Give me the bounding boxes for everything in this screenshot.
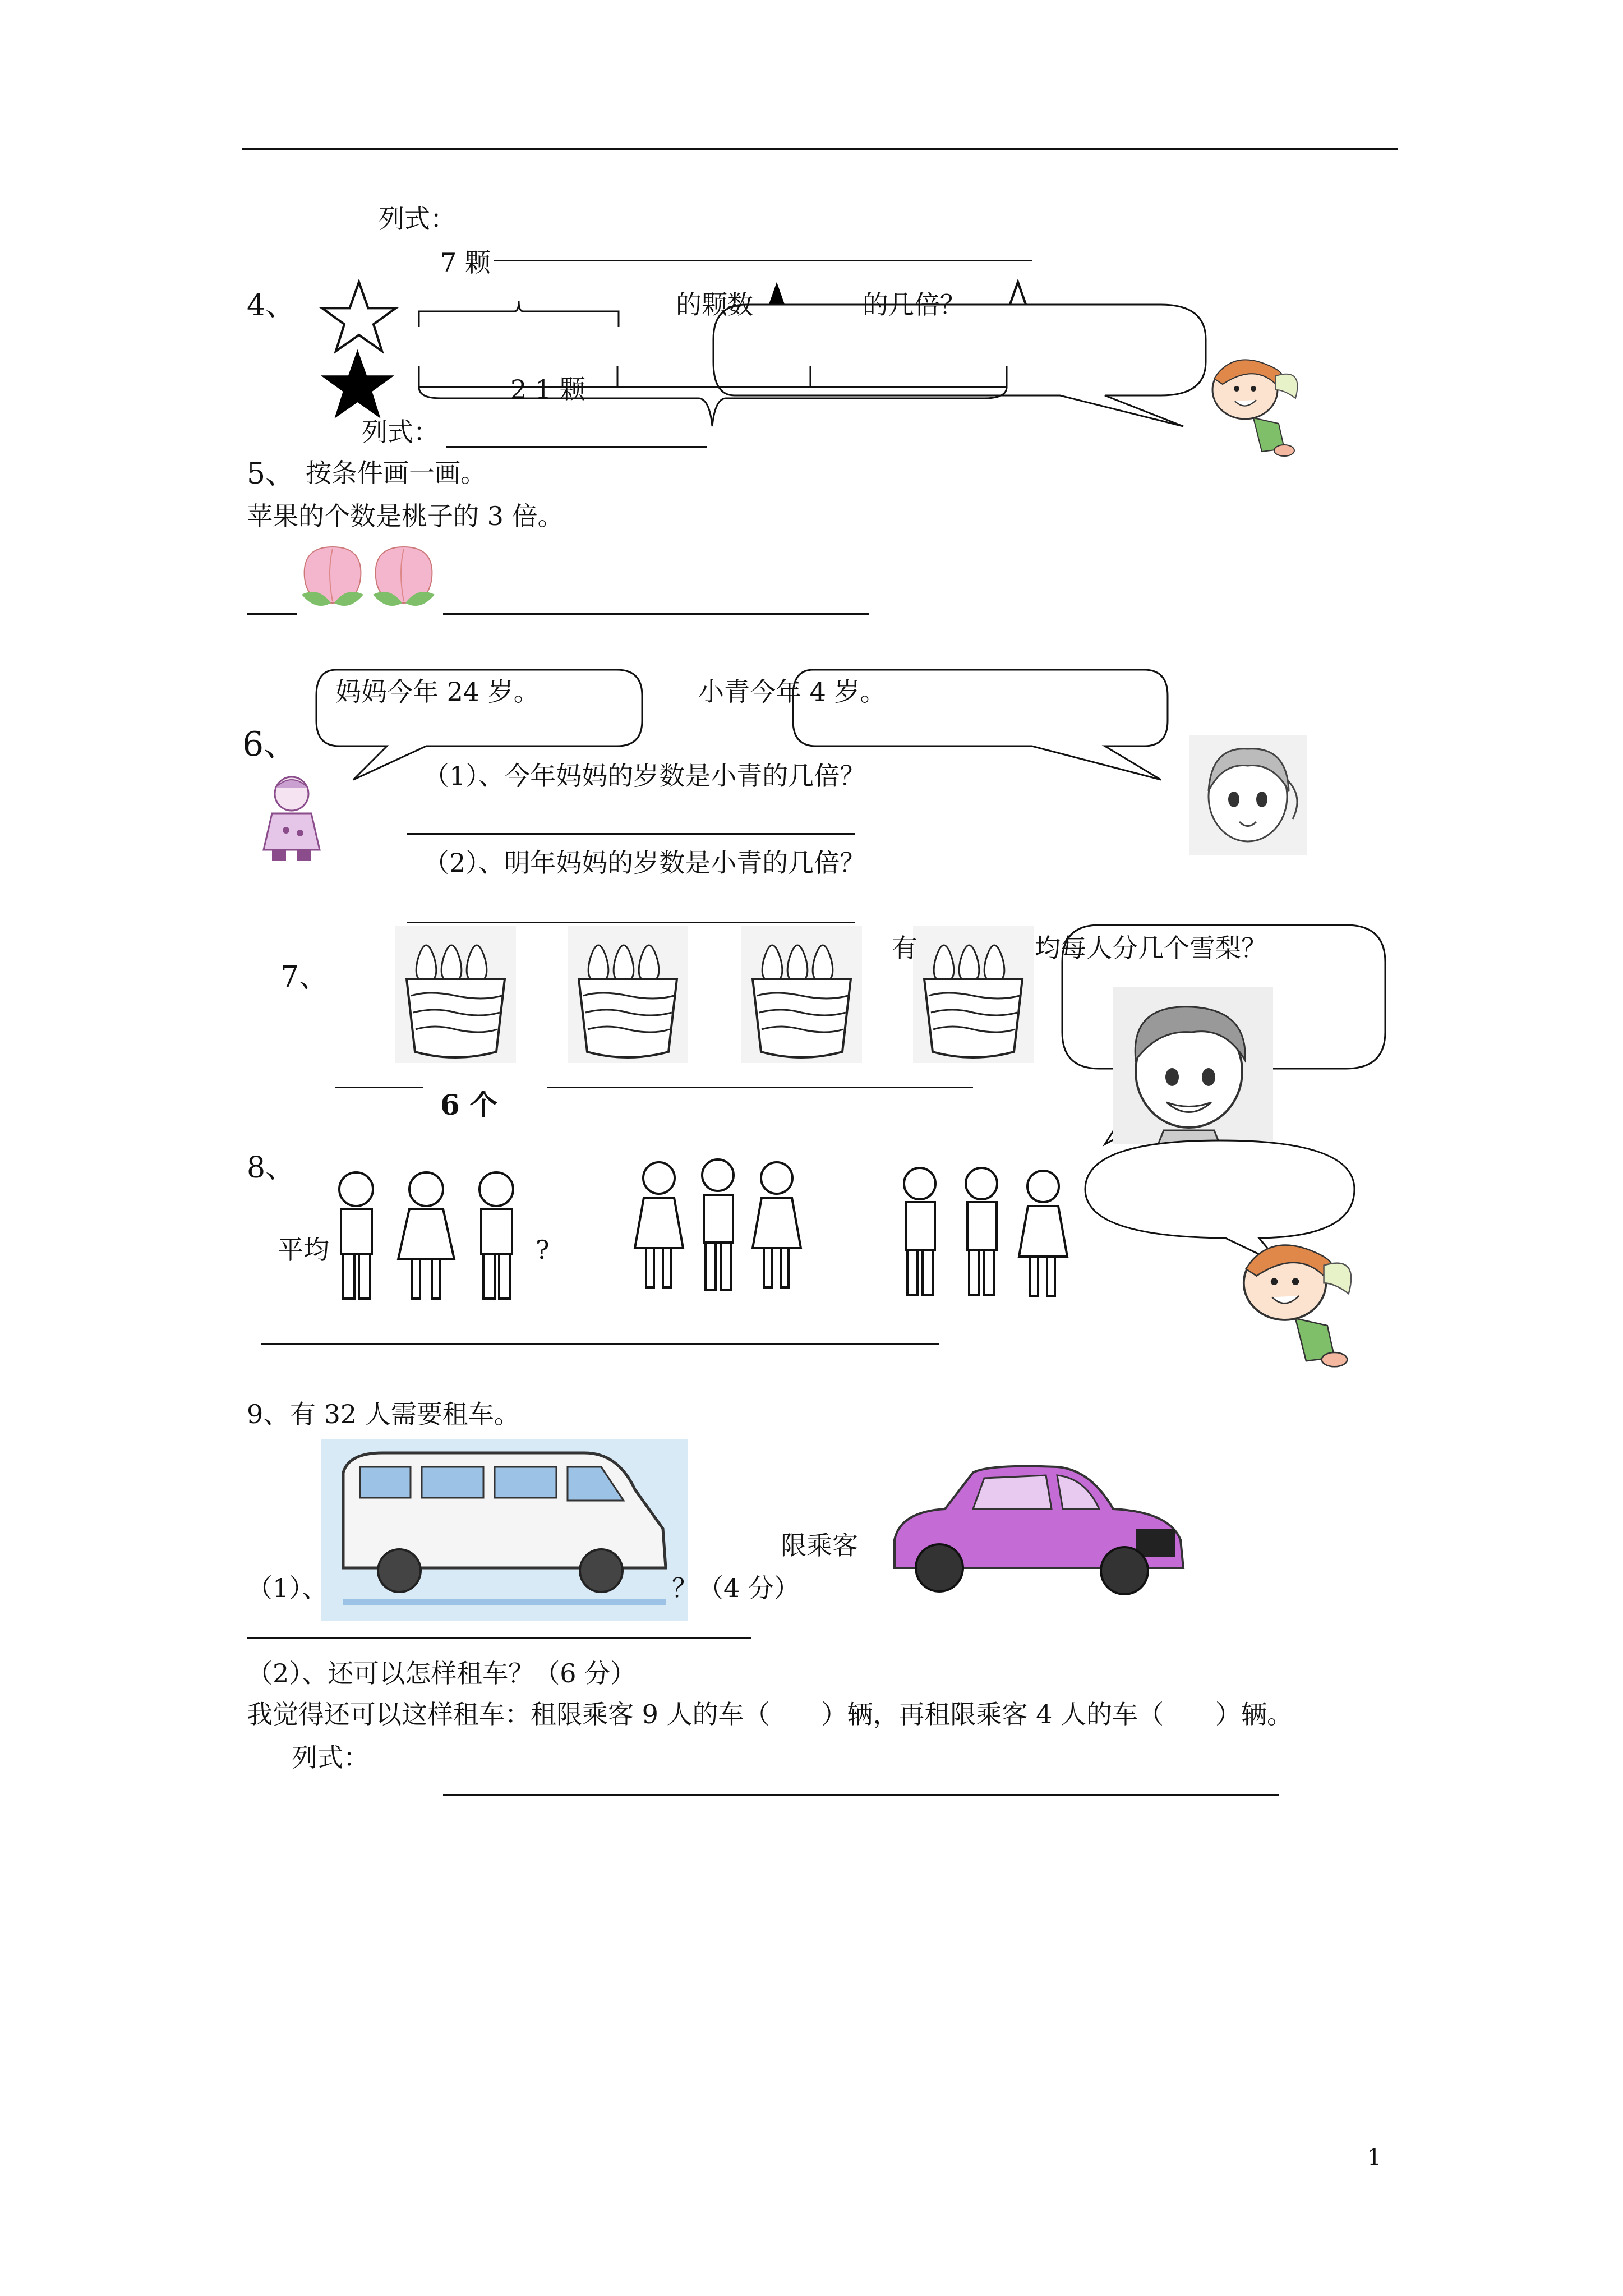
q9-formula-label: 列式： [292,1742,369,1773]
q7-number: 7、 [280,960,329,994]
q8-fragment-left: 平均 [278,1235,329,1265]
q7-speech-a: 有 [892,933,917,963]
q9-answer-line-2 [443,1794,1279,1796]
q6-sub2: （2）、明年妈妈的岁数是小青的几倍？ [423,848,866,878]
q4-formula-label: 列式： [362,417,439,447]
q7-count: 6 个 [440,1088,498,1121]
q9-number: 9、 [247,1399,289,1429]
children-group-icon [889,1153,1077,1299]
peach-icon [296,539,369,617]
header-rule [242,148,1398,150]
q8-number: 8、 [247,1151,295,1185]
q4-bubble-text-b: 的几倍？ [863,289,966,320]
car-icon [878,1456,1197,1602]
fairy-girl-icon [1228,1223,1363,1372]
pear-basket-icon [395,926,516,1063]
q5-instruction: 按条件画一画。 [306,458,486,488]
girl-face-icon [1189,735,1307,855]
q6-answer-line-1 [407,833,855,835]
q8-fragment-right: ? [536,1235,550,1265]
q6-mom-speech: 妈妈今年 24 岁。 [335,677,540,707]
q6-girl-speech: 小青今年 4 岁。 [698,677,886,707]
q7-left-line [335,1087,423,1088]
q7-speech-b: 均每人分几个雪梨？ [1035,933,1267,963]
q5-left-line [247,613,297,615]
fairy-girl-icon [1200,345,1307,457]
q3-formula-label: 列式： [379,204,456,234]
q5-right-line [443,613,869,615]
q6-sub1: （1）、今年妈妈的岁数是小青的几倍？ [423,761,866,791]
q4-answer-line [446,446,707,448]
q4-bubble-text-a: 的颗数 [676,289,753,320]
q9-limit-label: 限乘客 [781,1530,858,1561]
q9-intro: 有 32 人需要租车。 [290,1399,520,1429]
q6-number: 6、 [242,725,298,764]
q6-answer-line-2 [407,922,855,923]
star-outline-icon [320,280,398,353]
q8-answer-line [261,1343,939,1345]
q4-count-bottom: 2 1 颗 [510,374,585,404]
q4-bracket-bottom [418,365,1018,443]
q9-sub1-suffix: ？（4 分） [672,1573,800,1603]
q4-count-top: 7 颗 [440,247,491,278]
q4-brace-top [418,300,620,328]
boy-face-icon [1113,987,1273,1144]
q7-right-line [547,1087,973,1088]
children-group-icon [320,1158,533,1304]
van-icon [321,1439,688,1621]
mom-figure-icon [247,771,336,864]
pear-basket-icon [568,926,688,1063]
q5-number: 5、 [247,457,295,491]
children-group-icon [628,1147,808,1296]
peach-icon [367,539,440,617]
q4-top-line [494,260,1032,261]
q9-answer-sentence: 我觉得还可以这样租车：租限乘客 9 人的车（ ）辆，再租限乘客 4 人的车（ ）辆。 [247,1699,1293,1729]
pear-basket-icon [913,926,1034,1063]
q9-answer-line-1 [247,1637,751,1639]
page-number: 1 [1367,2145,1382,2170]
q5-condition: 苹果的个数是桃子的 3 倍。 [247,501,564,531]
star-filled-icon [317,348,398,421]
pear-basket-icon [741,926,862,1063]
q9-sub2: （2）、还可以怎样租车？（6 分） [247,1658,637,1688]
q4-number: 4、 [247,289,295,323]
q9-sub1-prefix: （1）、 [247,1573,328,1603]
